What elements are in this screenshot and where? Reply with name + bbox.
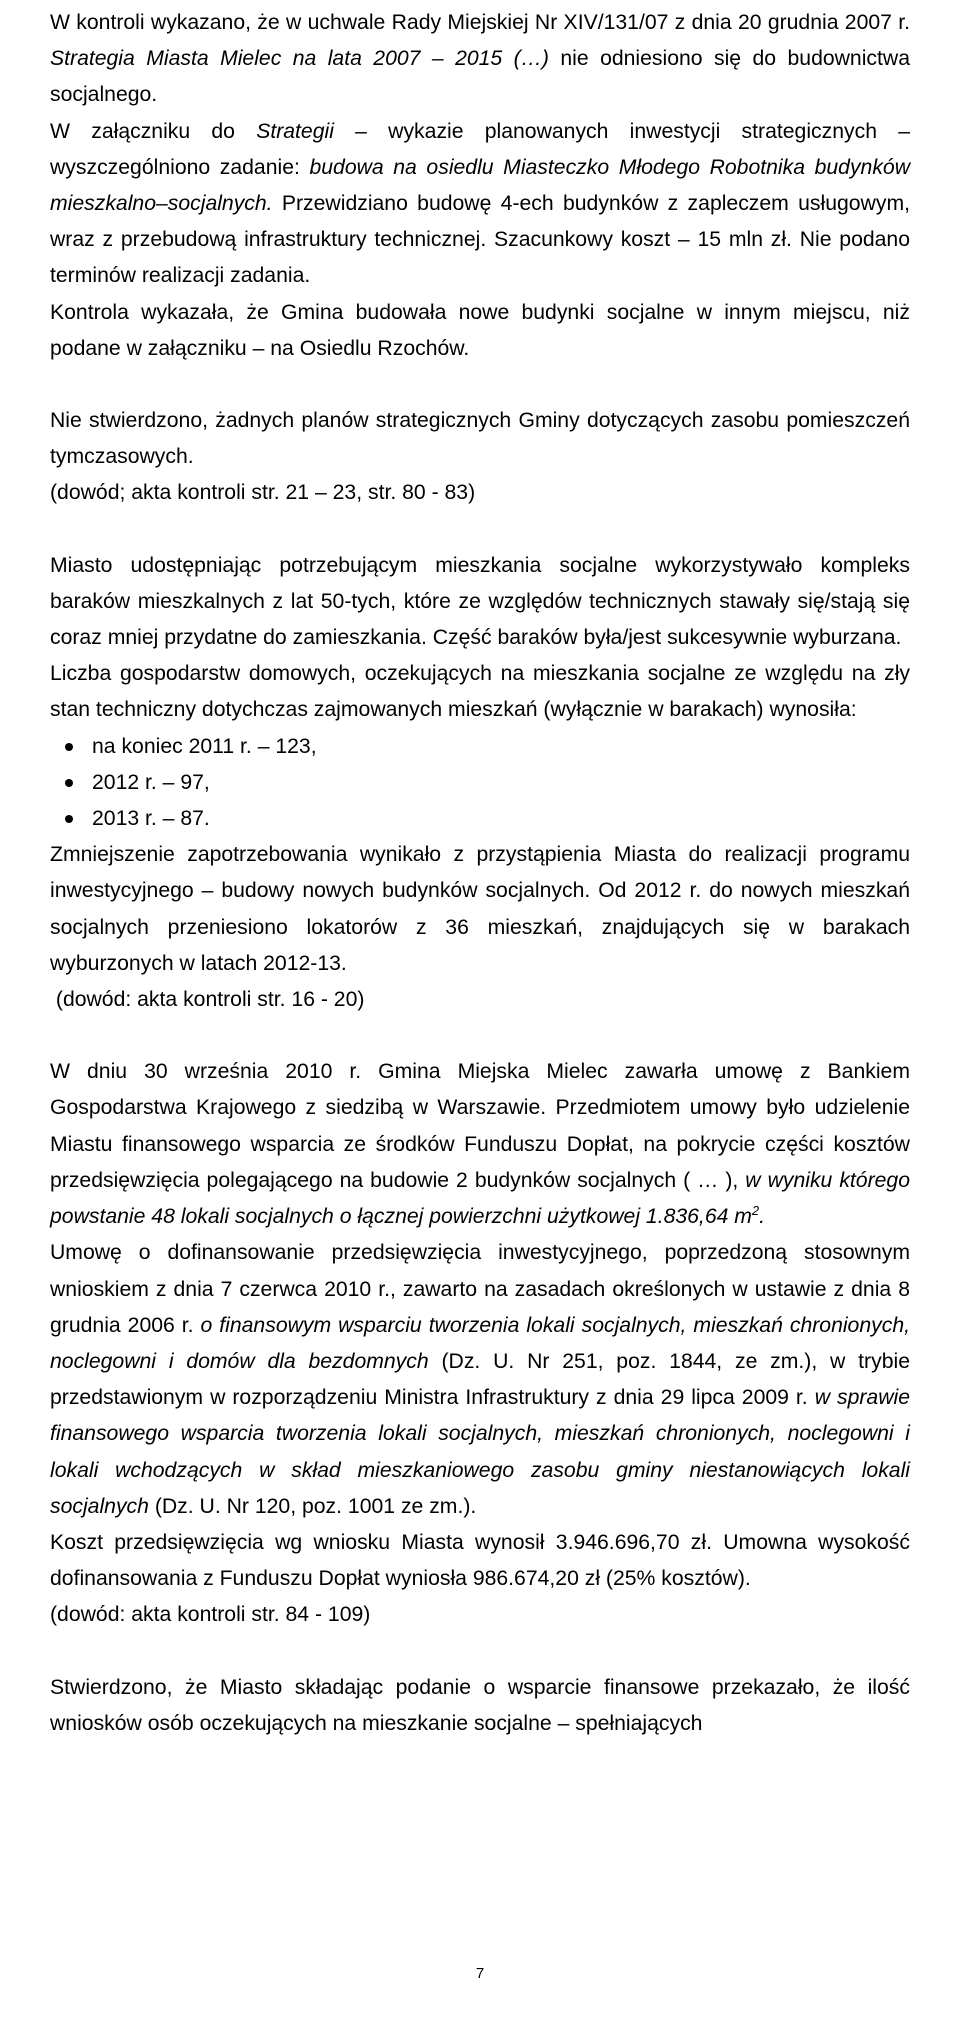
list-item xyxy=(50,801,910,837)
paragraph-no-plans: Nie stwierdzono, żadnych planów strategicznych Gminy dotyczących zasobu pomieszczeń tymczasowych. xyxy=(50,409,910,469)
evidence-reference: (dowód: akta kontroli str. 16 - 20) xyxy=(50,988,365,1012)
paragraph-strategy-annex xyxy=(50,114,910,295)
text-run: W kontroli wykazano, że w uchwale Rady Miejskiej Nr XIV/131/07 z dnia 20 grudnia 2007 r. xyxy=(50,11,910,34)
text-run: nie odniesiono się do budownictwa socjalnego. xyxy=(50,47,910,107)
paragraph-control-finding: Kontrola wykazała, że Gmina budowała nowe budynki socjalne w innym miejscu, niż podane w załączniku – na Osiedlu Rzochów. xyxy=(50,300,910,360)
bullet-icon xyxy=(65,815,73,823)
spacer xyxy=(50,1634,910,1670)
italic-run: w wyniku którego powstanie 48 lokali socjalnych o łącznej powierzchni użytkowej 1.836,64 m xyxy=(50,1168,910,1229)
text-run: W załączniku do xyxy=(50,119,257,143)
document-body xyxy=(50,5,910,1742)
spacer xyxy=(50,512,910,548)
text-run: (Dz. U. Nr 251, poz. 1844, ze zm.), w trybie przedstawionym w rozporządzeniu Ministra Infrastruktury z dnia 29 lipca 2009 r. xyxy=(50,1349,910,1410)
italic-run: Strategii xyxy=(256,119,334,143)
evidence-reference: (dowód; akta kontroli str. 21 – 23, str. 80 - 83) xyxy=(50,481,476,505)
page-number: 7 xyxy=(475,1965,485,1982)
italic-run: w sprawie finansowego wsparcia tworzenia lokali socjalnych, mieszkań chronionych, noclegowni i lokali wchodzących w skład mieszkaniowego zasobu gminy niestanowiących lokali socjalnych xyxy=(50,1386,910,1518)
italic-run: o finansowym wsparciu tworzenia lokali socjalnych, mieszkań chronionych, noclegowni i domów dla bezdomnych xyxy=(50,1313,910,1373)
bullet-icon xyxy=(65,779,73,787)
list-item xyxy=(50,765,910,801)
spacer xyxy=(50,1018,910,1054)
evidence-reference: (dowód: akta kontroli str. 84 - 109) xyxy=(50,1603,371,1627)
paragraph-strategy-resolution xyxy=(50,5,910,114)
text-run: (Dz. U. Nr 120, poz. 1001 ze zm.). xyxy=(148,1494,477,1518)
list-item xyxy=(50,729,910,765)
list-item-text: 2013 r. – 87. xyxy=(92,807,210,831)
paragraph-application: Stwierdzono, że Miasto składając podanie o wsparcie finansowe przekazało, że ilość wniosków osób oczekujących na mieszkanie socjalne – spełniających xyxy=(50,1675,910,1735)
list-item-text: na koniec 2011 r. – 123, xyxy=(92,734,317,758)
paragraph-households: Liczba gospodarstw domowych, oczekujących na mieszkania socjalne ze względu na zły stan techniczny dotychczas zajmowanych mieszkań (wyłącznie w barakach) wynosiła: xyxy=(50,662,910,722)
text-run: – wykazie planowanych inwestycji strategicznych – wyszczególniono zadanie: xyxy=(50,119,910,179)
paragraph-barracks: Miasto udostępniając potrzebującym mieszkania socjalne wykorzystywało kompleks baraków mieszkalnych z lat 50-tych, które ze względów technicznych stawały się/stają się coraz mniej przydatne do zamieszkania. Część baraków była/jest sukcesywnie wyburzana. xyxy=(50,553,910,650)
italic-run: . xyxy=(759,1205,766,1229)
spacer xyxy=(50,367,910,403)
text-run: Umowę o dofinansowanie przedsięwzięcia inwestycyjnego, poprzedzoną stosownym wnioskiem z dnia 7 czerwca 2010 r., zawarto na zasadach określonych w ustawie z dnia 8 grudnia 2006 r. xyxy=(50,1241,910,1337)
bullet-icon xyxy=(65,743,73,751)
paragraph-cofinancing-agreement xyxy=(50,1235,910,1525)
text-run: Przewidziano budowę 4-ech budynków z zapleczem usługowym, wraz z przebudową infrastruktury technicznej. Szacunkowy koszt – 15 mln zł. Nie podano terminów realizacji zadania. xyxy=(50,192,910,288)
superscript: 2 xyxy=(751,1203,760,1219)
italic-run: Strategia Miasta Mielec na lata 2007 – 2015 (…) xyxy=(50,47,549,71)
italic-run: budowa na osiedlu Miasteczko Młodego Robotnika budynków mieszkalno–socjalnych. xyxy=(50,155,910,216)
list-item-text: 2012 r. – 97, xyxy=(92,770,210,794)
households-list xyxy=(50,729,910,838)
text-run: W dniu 30 września 2010 r. Gmina Miejska Mielec zawarła umowę z Bankiem Gospodarstwa Krajowego z siedzibą w Warszawie. Przedmiotem umowy było udzielenie Miastu finansowego wsparcia ze środków Funduszu Dopłat, na pokrycie części kosztów przedsięwzięcia polegającego na budowie 2 budynków socjalnych ( … ), xyxy=(50,1060,910,1192)
paragraph-cost: Koszt przedsięwzięcia wg wniosku Miasta wynosił 3.946.696,70 zł. Umowna wysokość dofinansowania z Funduszu Dopłat wyniosła 986.674,20 zł (25% kosztów). xyxy=(50,1530,910,1591)
paragraph-bank-agreement xyxy=(50,1054,910,1235)
paragraph-demand-reduction: Zmniejszenie zapotrzebowania wynikało z przystąpienia Miasta do realizacji programu inwestycyjnego – budowy nowych budynków socjalnych. Od 2012 r. do nowych mieszkań socjalnych przeniesiono lokatorów z 36 mieszkań, znajdujących się w barakach wyburzonych w latach 2012-13. xyxy=(50,843,910,975)
